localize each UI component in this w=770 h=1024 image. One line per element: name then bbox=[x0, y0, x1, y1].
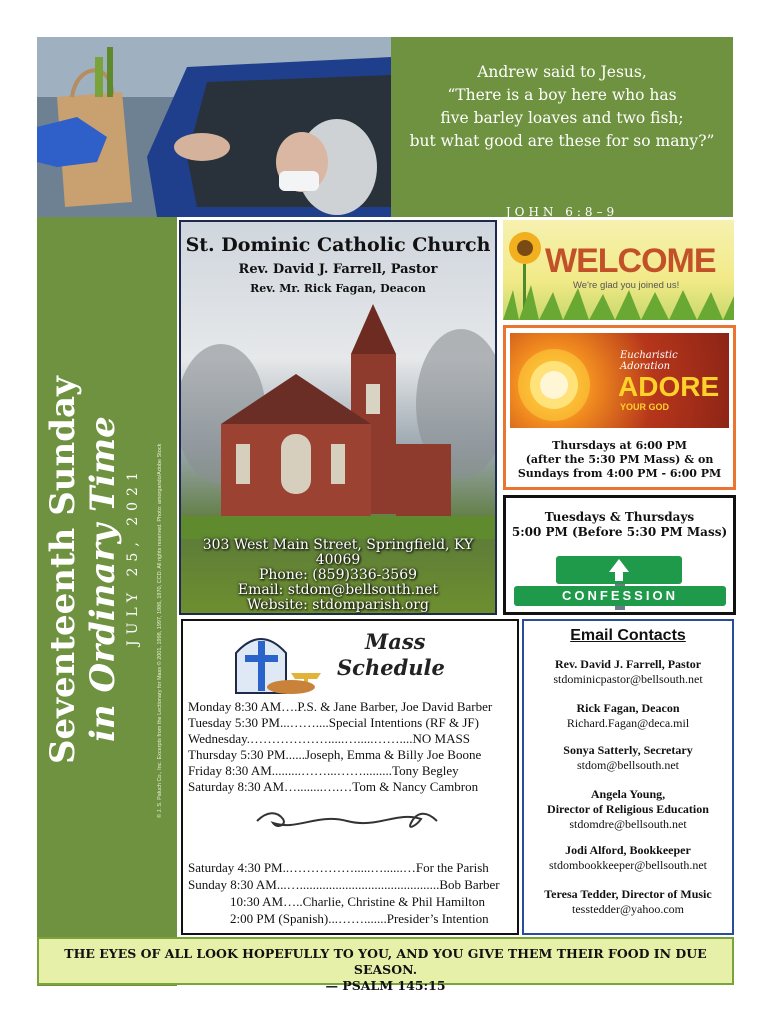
contact-email[interactable]: stdombookkeeper@bellsouth.net bbox=[548, 858, 708, 872]
adoration-times bbox=[506, 439, 733, 481]
church-website: Website: stdomparish.org bbox=[247, 597, 429, 613]
confession-times bbox=[506, 510, 733, 540]
welcome-heading: WELCOME bbox=[545, 242, 716, 280]
gospel-quote bbox=[391, 61, 733, 153]
contact-name: Rev. David J. Farrell, Pastor bbox=[554, 657, 702, 671]
contact-email[interactable]: stdom@bellsouth.net bbox=[576, 758, 680, 772]
mass-entry: Thursday 5:30 PM......Joseph, Emma & Billy Joe Boone bbox=[188, 747, 482, 762]
contact-name: Sonya Satterly, Secretary bbox=[563, 743, 693, 757]
church-panel bbox=[179, 220, 497, 615]
psalm-footer bbox=[37, 937, 734, 993]
bulletin-date: JULY 25, 2021 bbox=[125, 466, 141, 646]
welcome-subtitle: We're glad you joined us! bbox=[573, 280, 680, 291]
mass-title-line2: Schedule bbox=[337, 655, 445, 680]
mass-entry: 10:30 AM…..Charlie, Christine & Phil Hamilton bbox=[230, 894, 485, 909]
church-contact-info bbox=[181, 538, 495, 613]
adoration-heading: ADORE bbox=[618, 371, 720, 402]
quote-reference: JOHN 6:8–9 bbox=[505, 205, 619, 219]
contact-role: Director of Religious Education bbox=[547, 802, 709, 816]
confession-time-line: Tuesdays & Thursdays bbox=[544, 510, 695, 524]
adoration-time-line: (after the 5:30 PM Mass) & on bbox=[525, 453, 714, 466]
contact-email[interactable]: stdomdre@bellsouth.net bbox=[569, 817, 687, 831]
mass-entry: Monday 8:30 AM….P.S. & Jane Barber, Joe David Barber bbox=[188, 699, 493, 714]
contact-email[interactable]: Richard.Fagan@deca.mil bbox=[566, 716, 690, 730]
adoration-subtitle: Eucharistic Adoration bbox=[620, 350, 678, 372]
scroll-divider-icon bbox=[247, 809, 447, 833]
copyright-credit: © J. S. Paluch Co., Inc. Excerpts from the Lectionary for Mass © 2001, 1998, 1997, 1986, 1970, CCD. All rights reserved. Photo: amorgando/Adobe Stock bbox=[157, 443, 163, 818]
weekday-mass-list bbox=[188, 699, 516, 795]
email-contacts-box bbox=[522, 619, 734, 935]
mass-entry: Sunday 8:30 AM...…...........................................Bob Barber bbox=[188, 877, 500, 892]
contact-entry bbox=[524, 843, 732, 873]
welcome-graphic bbox=[503, 220, 734, 320]
confession-time-line: 5:00 PM (Before 5:30 PM Mass) bbox=[511, 525, 728, 539]
liturgical-sidebar bbox=[37, 217, 177, 986]
mass-entry: Wednesday.……………….....….....……....NO MASS bbox=[188, 731, 470, 746]
sunday-title-line1: Seventeenth Sunday bbox=[43, 376, 83, 764]
adoration-time-line: Thursdays at 6:00 PM bbox=[552, 439, 687, 452]
church-name: St. Dominic Catholic Church bbox=[185, 234, 491, 256]
contact-entry bbox=[524, 743, 732, 773]
contact-entry bbox=[524, 701, 732, 731]
contact-entry bbox=[524, 657, 732, 687]
deacon-name: Rev. Mr. Rick Fagan, Deacon bbox=[250, 282, 426, 295]
psalm-verse-block bbox=[39, 946, 732, 994]
quote-line: five barley loaves and two fish; bbox=[440, 109, 684, 127]
psalm-verse: THE EYES OF ALL LOOK HOPEFULLY TO YOU, AND YOU GIVE THEM THEIR FOOD IN DUE SEASON. bbox=[64, 946, 707, 977]
contact-name: Rick Fagan, Deacon bbox=[576, 701, 680, 715]
mass-title-line1: Mass bbox=[365, 629, 426, 654]
contact-email[interactable]: tesstedder@yahoo.com bbox=[571, 902, 685, 916]
church-phone: Phone: (859)336-3569 bbox=[258, 567, 418, 583]
adoration-box bbox=[503, 325, 736, 490]
quote-line: but what good are these for so many?” bbox=[409, 132, 715, 150]
top-banner bbox=[37, 37, 733, 217]
church-email: Email: stdom@bellsouth.net bbox=[237, 582, 439, 598]
adoration-banner bbox=[510, 333, 729, 428]
church-photo bbox=[181, 294, 495, 539]
mass-entry: Tuesday 5:30 PM...……....Special Intentions (RF & JF) bbox=[188, 715, 479, 730]
sunday-title-line2: in Ordinary Time bbox=[83, 416, 123, 742]
confession-sign-label: CONFESSION bbox=[562, 588, 678, 603]
adoration-tagline: YOUR GOD bbox=[620, 402, 670, 412]
weekend-mass-list bbox=[188, 859, 516, 927]
contact-entry bbox=[524, 787, 732, 832]
food-delivery-photo bbox=[37, 37, 391, 217]
mass-entry: Friday 8:30 AM.........……...…….........Tony Begley bbox=[188, 763, 459, 778]
contact-name: Teresa Tedder, Director of Music bbox=[544, 887, 712, 901]
mass-entry: Saturday 4:30 PM..…………….....…......…For the Parish bbox=[188, 860, 489, 875]
pastor-name: Rev. David J. Farrell, Pastor bbox=[238, 262, 438, 277]
quote-line: “There is a boy here who has bbox=[447, 86, 677, 104]
stained-glass-cross-icon bbox=[231, 625, 341, 695]
adoration-time-line: Sundays from 4:00 PM - 6:00 PM bbox=[517, 467, 722, 480]
contact-name: Jodi Alford, Bookkeeper bbox=[565, 843, 691, 857]
quote-line: Andrew said to Jesus, bbox=[477, 63, 647, 81]
mass-schedule-box bbox=[181, 619, 519, 935]
email-contacts-heading: Email Contacts bbox=[570, 627, 686, 644]
church-address: 303 West Main Street, Springfield, KY 40069 bbox=[202, 537, 474, 568]
contact-email[interactable]: stdominicpastor@bellsouth.net bbox=[553, 672, 703, 686]
mass-entry: 2:00 PM (Spanish)...…….......Presider’s Intention bbox=[230, 911, 489, 926]
mass-entry: Saturday 8:30 AM…........….…Tom & Nancy Cambron bbox=[188, 779, 479, 794]
confession-box bbox=[503, 495, 736, 615]
contact-name: Angela Young, bbox=[590, 787, 666, 801]
contact-entry bbox=[524, 887, 732, 917]
psalm-citation: — PSALM 145:15 bbox=[325, 978, 446, 993]
